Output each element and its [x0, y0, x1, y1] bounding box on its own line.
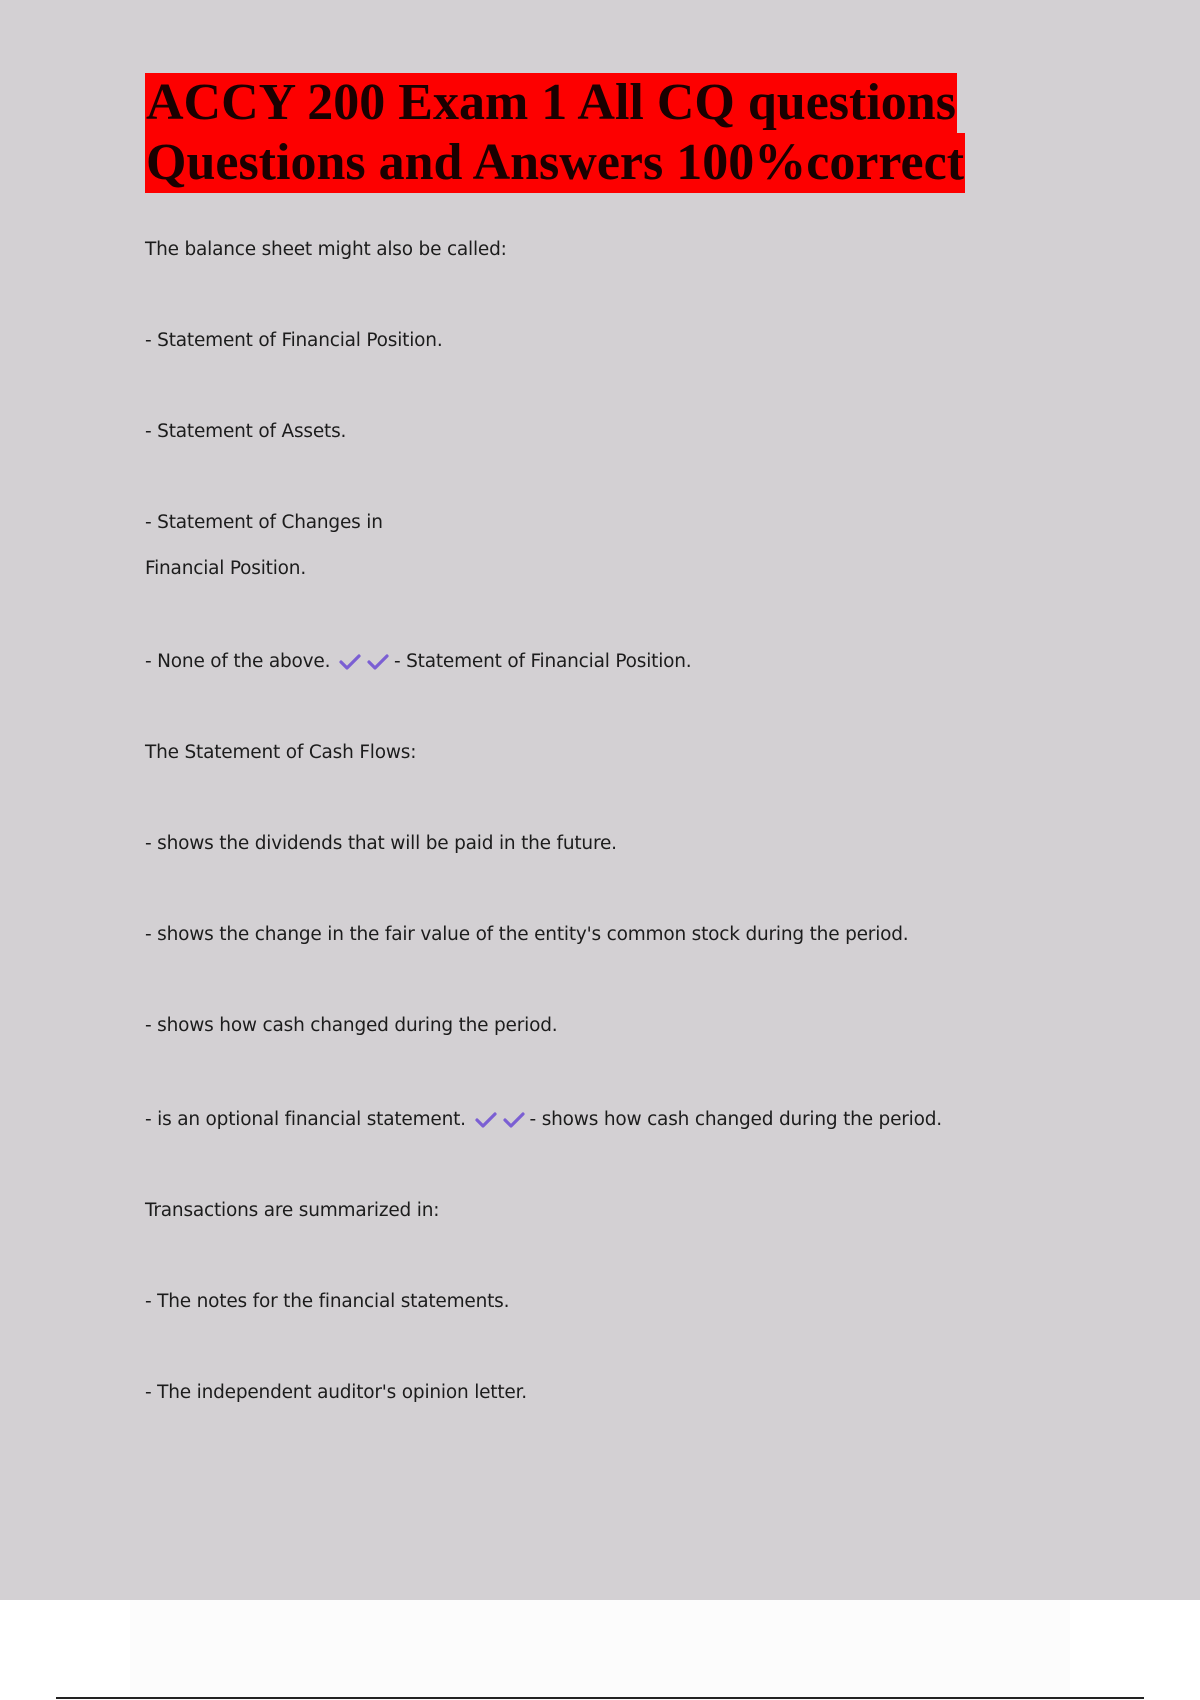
question-1-option-c: - Statement of Changes in: [145, 512, 383, 533]
question-3-prompt: Transactions are summarized in:: [145, 1200, 440, 1221]
double-check-icon: [474, 1110, 500, 1130]
question-2-option-d: - is an optional financial statement.: [145, 1109, 466, 1130]
question-2-prompt: The Statement of Cash Flows:: [145, 742, 417, 763]
question-1-option-c-continued: Financial Position.: [145, 558, 307, 579]
question-1-option-d: - None of the above.: [145, 651, 331, 672]
document-title: [145, 73, 965, 193]
next-page-sheet: [130, 1600, 1070, 1700]
question-3-option-a: - The notes for the financial statements.: [145, 1291, 510, 1312]
title-line-2: Questions and Answers 100%correct: [146, 134, 965, 191]
question-2-option-a: - shows the dividends that will be paid in the future.: [145, 833, 617, 854]
question-2-answer-row: [145, 1109, 942, 1130]
question-2-answer: - shows how cash changed during the period.: [529, 1109, 942, 1130]
question-1-option-a: - Statement of Financial Position.: [145, 330, 443, 351]
question-1-option-b: - Statement of Assets.: [145, 421, 347, 442]
question-1-answer-row: [145, 651, 691, 672]
double-check-icon: [338, 652, 364, 672]
question-3-option-b: - The independent auditor's opinion letter.: [145, 1382, 527, 1403]
title-line-1: ACCY 200 Exam 1 All CQ questions: [146, 74, 956, 131]
question-2-option-c: - shows how cash changed during the period.: [145, 1015, 558, 1036]
question-2-option-b: - shows the change in the fair value of the entity's common stock during the period.: [145, 924, 909, 945]
footer-divider: [56, 1697, 1144, 1699]
next-page-area: [0, 1600, 1200, 1700]
question-1-prompt: The balance sheet might also be called:: [145, 239, 507, 260]
question-1-answer: - Statement of Financial Position.: [393, 651, 692, 672]
